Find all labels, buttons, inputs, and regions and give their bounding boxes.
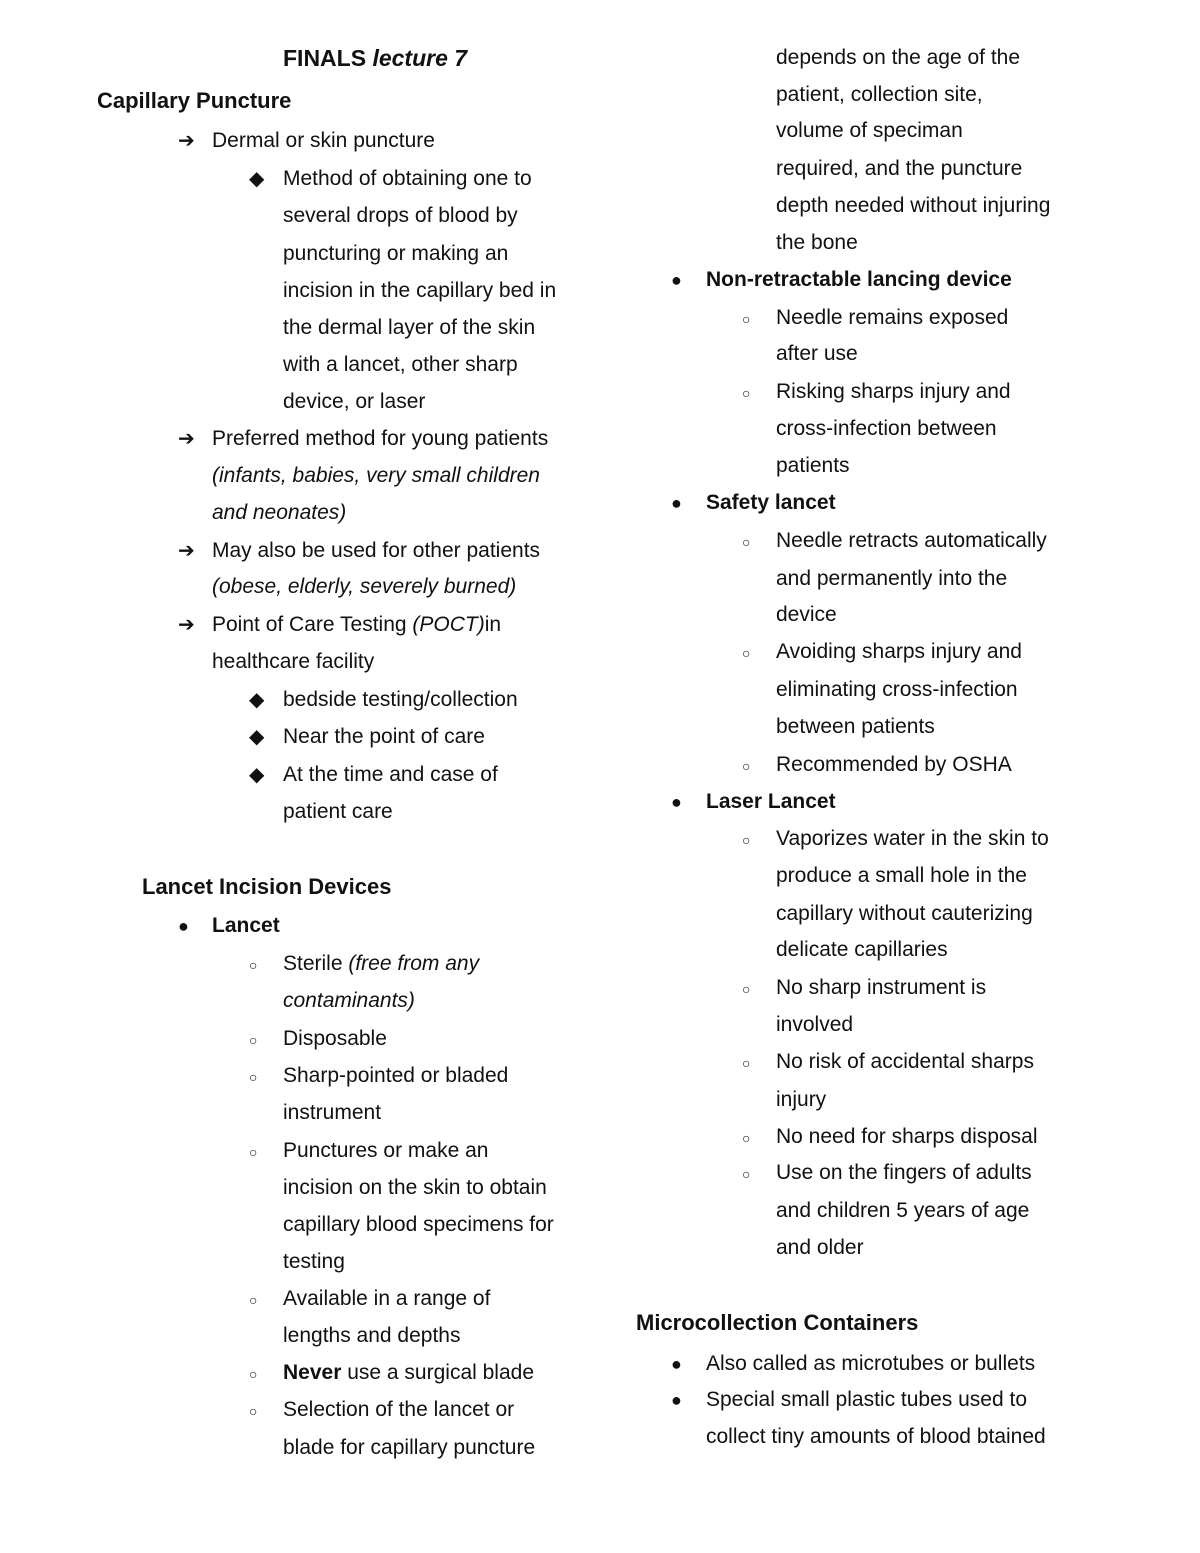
circle-bullet-icon: ○ xyxy=(742,645,751,661)
list-item-text: No sharp instrument is xyxy=(776,976,987,999)
list-item-text: several drops of blood by xyxy=(283,204,518,227)
list-item-text: injury xyxy=(776,1088,827,1111)
diamond-bullet-icon: ◆ xyxy=(249,726,265,748)
list-item-text: Avoiding sharps injury and xyxy=(776,640,1022,663)
safety-lancet-label: Safety lancet xyxy=(706,491,836,514)
arrow-bullet-icon: ➔ xyxy=(178,614,195,636)
circle-bullet-icon: ○ xyxy=(742,1055,751,1071)
list-item-text: Needle retracts automatically xyxy=(776,529,1047,552)
list-item-text: patients xyxy=(776,454,850,477)
list-item-text xyxy=(212,463,540,489)
arrow-bullet-icon: ➔ xyxy=(178,130,195,152)
list-item-text: puncturing or making an xyxy=(283,242,509,265)
circle-bullet-icon: ○ xyxy=(742,981,751,997)
list-item-text: delicate capillaries xyxy=(776,938,948,961)
circle-bullet-icon: ○ xyxy=(742,534,751,550)
circle-bullet-icon: ○ xyxy=(249,1069,258,1085)
list-item-text xyxy=(212,500,346,526)
italic-note: and neonates) xyxy=(212,501,347,524)
list-item-text: capillary blood specimens for xyxy=(283,1213,554,1236)
list-item-text: with a lancet, other sharp xyxy=(283,353,518,376)
circle-bullet-icon: ○ xyxy=(742,1130,751,1146)
list-item-text: Dermal or skin puncture xyxy=(212,129,435,152)
list-item-text: the dermal layer of the skin xyxy=(283,316,536,339)
text-segment: in xyxy=(484,613,502,636)
list-item-text: Selection of the lancet or xyxy=(283,1398,515,1421)
circle-bullet-icon: ○ xyxy=(249,1292,258,1308)
lancet-heading: Lancet Incision Devices xyxy=(142,874,392,899)
non-retractable-label: Non-retractable lancing device xyxy=(706,268,1012,291)
continued-text: required, and the puncture xyxy=(776,157,1023,180)
list-item-text: between patients xyxy=(776,715,935,738)
circle-bullet-icon: ○ xyxy=(249,1403,258,1419)
circle-bullet-icon: ○ xyxy=(249,1366,258,1382)
list-item-text: capillary without cauterizing xyxy=(776,902,1033,925)
italic-note: contaminants) xyxy=(283,989,415,1012)
title-italic: lecture 7 xyxy=(372,45,468,71)
list-item-text: Special small plastic tubes used to xyxy=(706,1388,1027,1411)
list-item-text: lengths and depths xyxy=(283,1324,461,1347)
arrow-bullet-icon: ➔ xyxy=(178,428,195,450)
list-item-text: bedside testing/collection xyxy=(283,688,518,711)
list-item-text: and older xyxy=(776,1236,864,1259)
text-segment: Point of Care Testing xyxy=(212,613,413,636)
list-item-text: incision in the capillary bed in xyxy=(283,279,557,302)
microcollection-heading: Microcollection Containers xyxy=(636,1310,919,1335)
list-item-text xyxy=(283,1360,534,1386)
disc-bullet-icon: ● xyxy=(671,1354,682,1374)
list-item-text: collect tiny amounts of blood btained xyxy=(706,1425,1046,1448)
list-item-text: incision on the skin to obtain xyxy=(283,1176,547,1199)
list-item-text: Needle remains exposed xyxy=(776,306,1009,329)
list-item-text: eliminating cross-infection xyxy=(776,678,1018,701)
continued-text: depth needed without injuring xyxy=(776,194,1051,217)
list-item-text: No risk of accidental sharps xyxy=(776,1050,1034,1073)
disc-bullet-icon: ● xyxy=(671,270,682,290)
list-item-text: No need for sharps disposal xyxy=(776,1125,1038,1148)
continued-text: the bone xyxy=(776,231,858,254)
lancet-label: Lancet xyxy=(212,914,280,937)
disc-bullet-icon: ● xyxy=(671,493,682,513)
laser-lancet-label: Laser Lancet xyxy=(706,790,836,813)
list-item-text: Punctures or make an xyxy=(283,1139,489,1162)
list-item-text: cross-infection between xyxy=(776,417,997,440)
italic-note: (obese, elderly, severely burned) xyxy=(212,575,517,598)
list-item-text: patient care xyxy=(283,800,393,823)
list-item-text: Use on the fingers of adults xyxy=(776,1161,1032,1184)
circle-bullet-icon: ○ xyxy=(249,1144,258,1160)
continued-text: patient, collection site, xyxy=(776,83,983,106)
circle-bullet-icon: ○ xyxy=(742,758,751,774)
circle-bullet-icon: ○ xyxy=(742,832,751,848)
list-item-text xyxy=(283,951,479,977)
italic-note: (free from any xyxy=(348,952,480,975)
list-item-text: involved xyxy=(776,1013,854,1036)
diamond-bullet-icon: ◆ xyxy=(249,168,265,190)
list-item-text: Also called as microtubes or bullets xyxy=(706,1352,1036,1375)
circle-bullet-icon: ○ xyxy=(742,385,751,401)
list-item-text: after use xyxy=(776,342,858,365)
circle-bullet-icon: ○ xyxy=(742,311,751,327)
list-item-text: Sharp-pointed or bladed xyxy=(283,1064,509,1087)
list-item-text: device, or laser xyxy=(283,390,426,413)
list-item-text: Preferred method for young patients xyxy=(212,427,549,450)
list-item-text xyxy=(283,988,415,1014)
list-item-text: blade for capillary puncture xyxy=(283,1436,536,1459)
text-segment: Sterile xyxy=(283,952,349,975)
list-item-text: instrument xyxy=(283,1101,382,1124)
list-item-text: Available in a range of xyxy=(283,1287,491,1310)
title-bold: FINALS xyxy=(283,45,367,71)
list-item-text: testing xyxy=(283,1250,345,1273)
list-item-text: and children 5 years of age xyxy=(776,1199,1030,1222)
page-title xyxy=(283,45,467,71)
list-item-text: Recommended by OSHA xyxy=(776,753,1012,776)
diamond-bullet-icon: ◆ xyxy=(249,764,265,786)
list-item-text: Method of obtaining one to xyxy=(283,167,532,190)
arrow-bullet-icon: ➔ xyxy=(178,540,195,562)
list-item-text: produce a small hole in the xyxy=(776,864,1027,887)
list-item-text: device xyxy=(776,603,837,626)
disc-bullet-icon: ● xyxy=(178,916,189,936)
list-item-text: At the time and case of xyxy=(283,763,498,786)
text-segment: use a surgical blade xyxy=(341,1361,535,1384)
list-item-text xyxy=(212,612,501,638)
list-item-text: and permanently into the xyxy=(776,567,1008,590)
list-item-text xyxy=(212,574,516,600)
continued-text: volume of speciman xyxy=(776,119,963,142)
list-item-text: May also be used for other patients xyxy=(212,539,541,562)
circle-bullet-icon: ○ xyxy=(249,957,258,973)
capillary-heading: Capillary Puncture xyxy=(97,88,292,113)
disc-bullet-icon: ● xyxy=(671,792,682,812)
list-item-text: Risking sharps injury and xyxy=(776,380,1011,403)
circle-bullet-icon: ○ xyxy=(249,1032,258,1048)
bold-word: Never xyxy=(283,1361,342,1384)
list-item-text: Vaporizes water in the skin to xyxy=(776,827,1049,850)
diamond-bullet-icon: ◆ xyxy=(249,689,265,711)
circle-bullet-icon: ○ xyxy=(742,1166,751,1182)
list-item-text: Near the point of care xyxy=(283,725,485,748)
continued-text: depends on the age of the xyxy=(776,46,1021,69)
italic-note: (POCT) xyxy=(412,613,485,636)
list-item-text: healthcare facility xyxy=(212,650,375,673)
list-item-text: Disposable xyxy=(283,1027,387,1050)
disc-bullet-icon: ● xyxy=(671,1390,682,1410)
italic-note: (infants, babies, very small children xyxy=(212,464,540,487)
